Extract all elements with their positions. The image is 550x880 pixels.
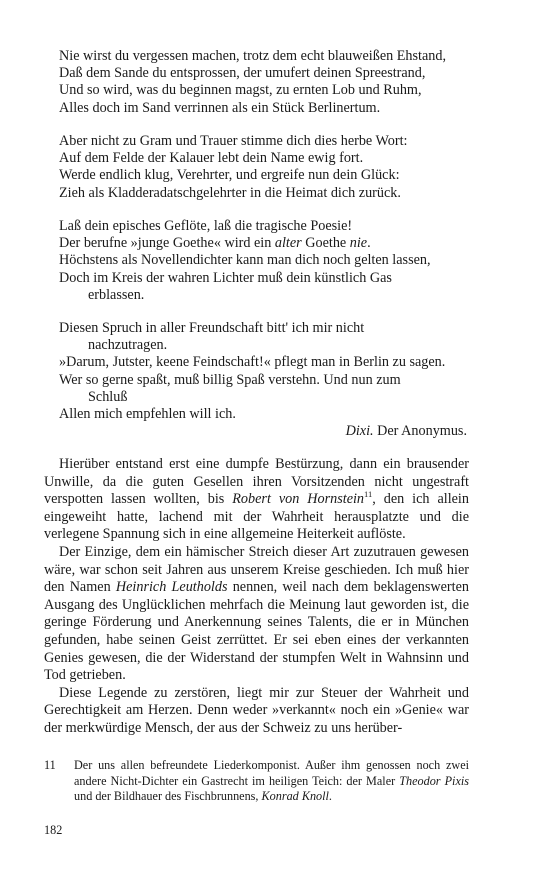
verse-line: Daß dem Sande du entsprossen, der umufert deinen Spreestrand, <box>59 65 426 82</box>
poem-signature: Dixi. Der Anonymus. <box>345 423 467 440</box>
verse-line-continuation: nachzutragen. <box>88 337 168 354</box>
paragraph: Diese Legende zu zerstören, liegt mir zur Steuer der Wahrheit und Gerechtigkeit am Herzen. Denn weder »verkannt« noch ein »Genie« war der merkwürdige Mensch, der aus der Schweiz zu uns herüber- <box>44 684 469 736</box>
verse-line-continuation: erblassen. <box>88 286 145 303</box>
footnote-text: Der uns allen befreundete Liederkomponist. Außer ihm genossen noch zwei andere Nicht-Dichter ein Gastrecht im heiligen Teich: der Maler Theodor Pixis und der Bildhauer des Fischbrunnens, Konrad Knoll. <box>74 758 469 804</box>
paragraph: Hierüber entstand erst eine dumpfe Bestürzung, dann ein brausender Unwille, da die guten Gesellen ihren Vorsitzenden nicht ungestraft verspotten lassen wollten, bis Robert von Hornstein$^{11}$, den ich allein eingeweiht hatte, lachend mit der Wahrheit herausplatzte und die verlegene Spannung sich in eine allgemeine Heiterkeit auflöste. <box>44 456 469 543</box>
poem-stanza-4 <box>59 320 479 440</box>
verse-line: Doch im Kreis der wahren Lichter muß dein künstlich Gas <box>59 269 392 286</box>
verse-line: »Darum, Jutster, keene Feindschaft!« pflegt man in Berlin zu sagen. <box>59 354 446 371</box>
verse-line: Auf dem Felde der Kalauer lebt dein Name ewig fort. <box>59 150 364 167</box>
verse-line: Zieh als Kladderadatschgelehrter in die Heimat dich zurück. <box>59 184 401 201</box>
verse-line: Nie wirst du vergessen machen, trotz dem echt blauweißen Ehstand, <box>59 48 447 64</box>
verse-line: Höchstens als Novellendichter kann man dich noch gelten lassen, <box>59 252 431 269</box>
verse-line: Alles doch im Sand verrinnen als ein Stück Berlinertum. <box>59 99 381 116</box>
verse-line: Diesen Spruch in aller Freundschaft bitt' ich mir nicht <box>59 320 365 336</box>
verse-line: Aber nicht zu Gram und Trauer stimme dich dies herbe Wort: <box>59 133 408 149</box>
poem-stanza-1 <box>59 48 479 117</box>
poem-stanza-2 <box>59 133 479 202</box>
verse-line: Der berufne »junge Goethe« wird ein alter Goethe nie. <box>59 235 371 252</box>
verse-line: Laß dein episches Geflöte, laß die tragische Poesie! <box>59 218 353 234</box>
verse-line: Wer so gerne spaßt, muß billig Spaß verstehn. Und nun zum <box>59 371 401 388</box>
footnote-number: 11 <box>44 758 56 772</box>
verse-line: Werde endlich klug, Verehrter, und ergreife nun dein Glück: <box>59 167 400 184</box>
verse-line-continuation: Schluß <box>88 388 128 405</box>
paragraph: Der Einzige, dem ein hämischer Streich dieser Art zuzutrauen gewesen wäre, war schon seit Jahren aus unserem Kreise geschieden. Ich muß hier den Namen Heinrich Leutholds nennen, weil nach dem beklagenswerten Ausgang des Unglücklichen mehrfach die Meinung laut geworden ist, die geringe Förderung und Anerkennung seines Talents, die er in München gefunden, habe seinen Geist zerrüttet. Er sei eben eines der verkannten Genies gewesen, die der Widerstand der stumpfen Welt in Wahnsinn und Tod getrieben. <box>44 543 469 684</box>
verse-line: Und so wird, was du beginnen magst, zu ernten Lob und Ruhm, <box>59 82 422 99</box>
verse-line: Allen mich empfehlen will ich. <box>59 406 236 423</box>
page-number: 182 <box>44 823 63 837</box>
poem-stanza-3 <box>59 218 479 304</box>
footnote-reference[interactable]: 11 <box>364 489 373 500</box>
body-text <box>44 456 469 738</box>
